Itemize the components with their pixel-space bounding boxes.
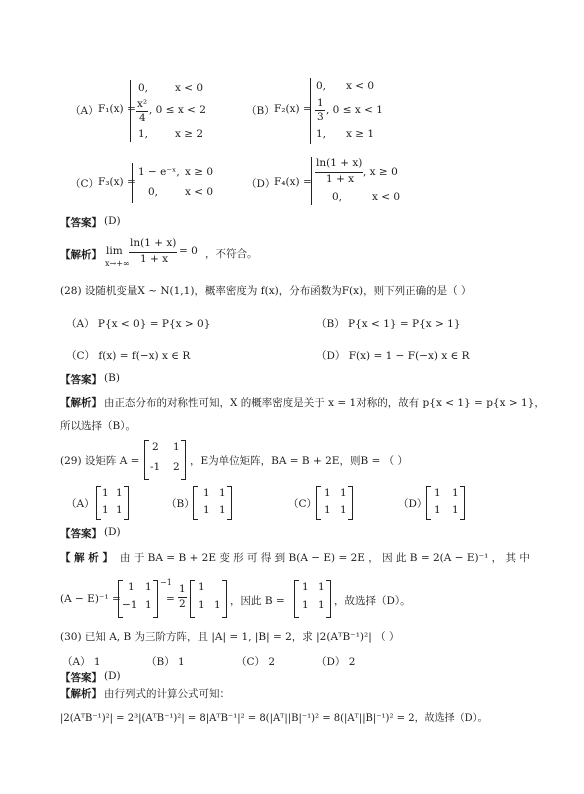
- q27-c-row2-cond: x < 0: [185, 186, 214, 198]
- q29-inverse2-21: 1: [198, 599, 205, 611]
- q29-analysis-label: 【 解 析 】: [60, 552, 113, 564]
- q27-lim-sub: x→+∞: [105, 259, 130, 268]
- q30-option-c: （C） 2: [236, 656, 276, 668]
- q29-inverse-11: 1: [128, 581, 135, 593]
- q27-b-row3-value: 1,: [316, 128, 327, 140]
- q28-option-d: （D） F(x) = 1 − F(−x) x ∈ R: [316, 350, 470, 362]
- q27-d-row2-cond: x < 0: [372, 191, 401, 203]
- q30-analysis-line1: 由行列式的计算公式可知：: [104, 688, 230, 700]
- q29-inverse-22: 1: [145, 599, 152, 611]
- q27-lim: lim: [106, 245, 123, 257]
- q27-b-row1-cond: x < 0: [346, 80, 375, 92]
- q27-b-row2-num: 1: [317, 97, 324, 109]
- q29-inverse2-22: 1: [214, 599, 221, 611]
- q27-a-row2-den: 4: [139, 112, 146, 124]
- q28-analysis-line2: 所以选择（B）。: [60, 420, 136, 432]
- q27-c-row1-value: 1 − e⁻ˣ,: [138, 166, 180, 178]
- q27-frac-num: ln(1 + x): [130, 237, 177, 249]
- q30-answer: (D): [104, 670, 121, 682]
- q29-then: ，因此 B =: [230, 595, 285, 607]
- q29-option-b-left-bracket: [193, 486, 198, 520]
- q28-option-a: （A） P{x < 0} = P{x > 0}: [66, 318, 211, 330]
- q29-result-22: 1: [318, 599, 325, 611]
- q27-option-c-brace: [132, 163, 133, 203]
- q27-option-d-brace: [311, 157, 312, 205]
- q27-d-row1-cond: , x ≥ 0: [363, 166, 398, 178]
- q27-b-row2-den: 3: [317, 111, 324, 123]
- q29-half-num: 1: [179, 583, 186, 595]
- q27-a-row1-value: 0,: [138, 82, 149, 94]
- q27-option-b-brace: [310, 78, 311, 144]
- q27-a-row2-num: x²: [137, 98, 148, 110]
- q27-option-a-label: （A）: [70, 105, 99, 117]
- q29-inverse-21: −1: [122, 599, 138, 611]
- q27-a-row1-cond: x < 0: [175, 82, 204, 94]
- q29-result-21: 1: [302, 599, 309, 611]
- q28-answer: (B): [104, 372, 120, 384]
- q28-answer-label: 【答案】: [60, 374, 102, 386]
- q27-b-row1-value: 0,: [316, 80, 327, 92]
- q29-option-a-left-bracket: [96, 486, 101, 520]
- q29-option-c-label: （C）: [288, 498, 318, 510]
- q28-analysis-line1: 由正态分布的对称性可知，X 的概率密度是关于 x = 1对称的，故有 p{x < 1} = p{x > 1}，: [104, 397, 545, 409]
- q29-inverse2-right-bracket: [222, 580, 227, 618]
- q30-option-b: （B） 1: [146, 656, 185, 668]
- q29-answer: (D): [104, 526, 121, 538]
- q29-analysis-line1: 由 于 BA = B + 2E 变 形 可 得 到 B(A − E) = 2E ， 因 此 B = 2(A − E)⁻¹ ， 其 中: [120, 552, 530, 564]
- q29-option-d-label: （D）: [398, 498, 428, 510]
- q29-option-c-11: 1: [324, 487, 331, 499]
- q28-option-c: （C） f(x) = f(−x) x ∈ R: [66, 350, 191, 362]
- q27-b-row2-cond: , 0 ≤ x < 1: [326, 104, 383, 116]
- q28-option-b: （B） P{x < 1} = P{x > 1}: [316, 318, 461, 330]
- q30-formula: |2(AᵀB⁻¹)²| = 2³|(AᵀB⁻¹)²| = 8|AᵀB⁻¹|² = 8(|Aᵀ||B|⁻¹)² = 8(|Aᵀ||B|⁻¹)² = 2，故选择（D）。: [60, 713, 488, 724]
- q29-option-a-12: 1: [116, 487, 123, 499]
- q29-tail: ，故选择（D）。: [334, 595, 411, 607]
- q29-option-b-right-bracket: [227, 486, 232, 520]
- q27-option-c-label: （C）: [70, 178, 100, 190]
- q27-option-b-func: F₂(x) =: [274, 103, 312, 115]
- q29-option-c-21: 1: [324, 504, 331, 516]
- q29-option-d-left-bracket: [426, 486, 431, 520]
- q29-option-c-22: 1: [340, 504, 347, 516]
- q27-option-a-func: F₁(x) =: [98, 103, 136, 115]
- q27-option-d-func: F₄(x) =: [274, 176, 312, 188]
- q29-matrix-a-11: 2: [152, 441, 159, 453]
- q27-answer-label: 【答案】: [60, 217, 102, 229]
- q29-option-a-right-bracket: [124, 486, 129, 520]
- q27-a-row3-cond: x ≥ 2: [175, 128, 204, 140]
- q27-c-row2-value: 0,: [148, 186, 159, 198]
- q29-inverse-left: (A − E)⁻¹ =: [60, 593, 121, 605]
- q27-d-row2-value: 0,: [332, 191, 343, 203]
- q29-option-b-21: 1: [203, 504, 210, 516]
- q29-inverse2-left-bracket: [190, 580, 195, 618]
- q29-option-a-21: 1: [102, 504, 109, 516]
- q30-option-a: （A） 1: [62, 656, 101, 668]
- q29-inverse-12: 1: [145, 581, 152, 593]
- q29-option-b-label: （B）: [166, 498, 195, 510]
- q29-option-d-12: 1: [452, 487, 459, 499]
- q27-d-row1-den: 1 + x: [326, 173, 355, 185]
- q27-a-row3-value: 1,: [138, 128, 149, 140]
- exam-page: （A） F₁(x) = 0, x < 0 x² 4 , 0 ≤ x < 2 1, x ≥ 2 （B） F₂(x) = 0, x < 0 1 3 , 0 ≤ x < 1 1, x ≥ 1 （C） F₃(x) = 1 − e⁻ˣ, x ≥ 0 0, x < 0 （D） F₄(x) = ln(1 + x) 1 + x , x ≥ 0 0, x < 0 【答案】 (D) 【解析】 lim x→+∞ ln(1 + x) 1 + x = 0 ，不符合。 (28) 设随机变量X ~ N(1,1)，概率密度为 f(x)，分布函数为F(x)，则下列正确的是（ ） （A） P{x < 0} = P{x > 0} （B） P{x < 1} = P{x > 1} （C） f(x) = f(−x) x ∈ R （D） F(x) = 1 − F(−x) x ∈ R 【答案】 (B) 【解析】 由正态分布的对称性可知，X 的概率密度是关于 x = 1对称的，故有 p{x < 1} = p{x > 1}， 所以选择（B）。 (29) 设矩阵 A = 2 1 -1 2 ，E为单位矩阵，BA = B + 2E，则B = （ ） （A） 1 1 1 1 （B） 1 1 1 1 （C） 1 1 1 1 （D） 1 1 1 1 【答案】 (D) 【 解 析 】 由 于 BA = B + 2E 变 形 可 得 到 B(A − E) = 2E ， 因 此 B = 2(A − E)⁻¹ ， 其 中 (A − E)⁻¹ = 1 1 −1 1 −1 = 1 2 1 1 1 ，因此 B = 1 1 1 1 ，故选择（D）。 (30) 已知 A, B 为三阶方阵，且 |A| = 1, |B| = 2，求 |2(AᵀB⁻¹)²| （ ） （A） 1 （B） 1 （C） 2 （D） 2 【答案】 (D) 【解析】 由行列式的计算公式可知： |2(AᵀB⁻¹)²| = 2³|(AᵀB⁻¹)²| = 8|AᵀB⁻¹|² = 8(|Aᵀ||B|⁻¹)² = 8(|Aᵀ||B|⁻¹)² = 2，故选择（D）。: [60, 80, 545, 724]
- q29-result-left-bracket: [294, 580, 299, 618]
- q29-answer-label: 【答案】: [60, 528, 102, 540]
- q27-b-row3-cond: x ≥ 1: [346, 128, 375, 140]
- q27-d-row1-num: ln(1 + x): [316, 157, 363, 169]
- q27-option-c-func: F₃(x) =: [98, 176, 136, 188]
- q29-option-d-right-bracket: [460, 486, 465, 520]
- q29-stem-a: (29) 设矩阵 A =: [60, 455, 140, 467]
- q29-inverse-right-bracket: [153, 580, 158, 618]
- q29-option-c-right-bracket: [348, 486, 353, 520]
- q27-analysis-tail: ，不符合。: [205, 248, 258, 260]
- q29-matrix-a-22: 2: [173, 461, 180, 473]
- q30-answer-label: 【答案】: [60, 672, 102, 684]
- q27-c-row1-cond: x ≥ 0: [185, 166, 214, 178]
- q29-option-a-label: （A）: [66, 498, 95, 510]
- q27-eq0: = 0: [179, 245, 198, 257]
- q29-result-right-bracket: [326, 580, 331, 618]
- q29-option-d-22: 1: [452, 504, 459, 516]
- q29-result-11: 1: [302, 581, 309, 593]
- q29-half-den: 2: [179, 598, 186, 610]
- q29-option-c-left-bracket: [316, 486, 321, 520]
- q29-matrix-a-12: 1: [173, 441, 180, 453]
- q29-option-b-12: 1: [219, 487, 226, 499]
- q29-option-b-11: 1: [203, 487, 210, 499]
- q29-option-d-11: 1: [434, 487, 441, 499]
- q29-option-a-22: 1: [116, 504, 123, 516]
- q29-inverse2-11: 1: [198, 581, 205, 593]
- q28-analysis-label: 【解析】: [60, 397, 102, 409]
- q27-frac-den: 1 + x: [140, 253, 169, 265]
- q30-stem: (30) 已知 A, B 为三阶方阵，且 |A| = 1, |B| = 2，求 |2(AᵀB⁻¹)²| （ ）: [60, 631, 400, 643]
- q27-option-d-label: （D）: [246, 178, 276, 190]
- q30-analysis-label: 【解析】: [60, 688, 102, 700]
- q27-option-b-label: （B）: [246, 105, 275, 117]
- q29-option-c-12: 1: [340, 487, 347, 499]
- q29-matrix-a-right-bracket: [181, 440, 186, 480]
- q27-option-a-brace: [130, 80, 131, 142]
- q29-stem-b: ，E为单位矩阵，BA = B + 2E，则B = （ ）: [190, 455, 408, 467]
- q29-option-a-11: 1: [102, 487, 109, 499]
- q28-stem: (28) 设随机变量X ~ N(1,1)，概率密度为 f(x)，分布函数为F(x)，则下列正确的是（ ）: [60, 285, 472, 297]
- q27-analysis-label: 【解析】: [60, 249, 102, 261]
- q29-option-b-22: 1: [219, 504, 226, 516]
- q29-option-d-21: 1: [434, 504, 441, 516]
- q29-matrix-a-left-bracket: [144, 440, 149, 480]
- q29-matrix-a-21: -1: [150, 461, 161, 473]
- q27-a-row2-cond: , 0 ≤ x < 2: [149, 104, 206, 116]
- q27-answer: (D): [104, 215, 121, 227]
- q30-option-d: （D） 2: [316, 656, 356, 668]
- q29-inverse-eq: =: [166, 593, 175, 605]
- q29-result-12: 1: [318, 581, 325, 593]
